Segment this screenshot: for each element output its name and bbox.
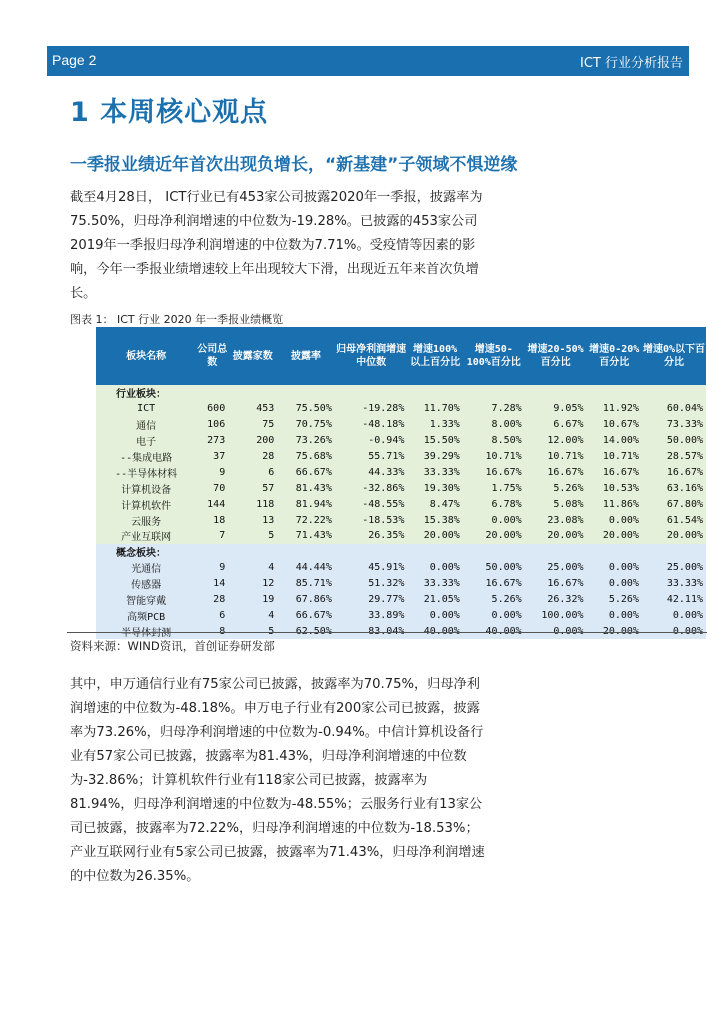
table-bottom-rule (67, 632, 707, 633)
table-cell: 16.67% (587, 464, 642, 480)
table-cell: 12 (228, 576, 277, 592)
sector-name: 计算机设备 (96, 480, 196, 496)
table-cell: 33.33% (642, 576, 706, 592)
table-row (96, 496, 706, 512)
table-cell: 70 (196, 480, 228, 496)
table-cell: 0.00% (587, 512, 642, 528)
table-cell: 29.77% (335, 592, 408, 608)
report-title: ICT 行业分析报告 (580, 56, 683, 71)
table-cell: 0.00% (463, 512, 525, 528)
header-bar (47, 46, 689, 76)
table-cell: -0.94% (335, 433, 408, 449)
table-row (96, 433, 706, 449)
table-cell: 73.26% (277, 433, 335, 449)
table-cell: 7.28% (463, 401, 525, 417)
table-cell: 0.00% (407, 607, 462, 623)
table-row (96, 528, 706, 544)
table-cell: 21.05% (407, 592, 462, 608)
table-cell: 8 (196, 623, 228, 639)
table-cell: -18.53% (335, 512, 408, 528)
table-cell: 75 (228, 417, 277, 433)
table-cell: 8.47% (407, 496, 462, 512)
table-cell: 85.71% (277, 576, 335, 592)
table-cell: 55.71% (335, 449, 408, 465)
sector-name: 云服务 (96, 512, 196, 528)
table-row (96, 480, 706, 496)
table-cell: 10.67% (587, 417, 642, 433)
table-cell: 5 (228, 528, 277, 544)
table-cell: 33.33% (407, 576, 462, 592)
table-cell: 71.43% (277, 528, 335, 544)
table-cell: 600 (196, 401, 228, 417)
table-row (96, 560, 706, 576)
sector-name: 产业互联网 (96, 528, 196, 544)
table-row (96, 512, 706, 528)
sector-name: ICT (96, 401, 196, 417)
table-cell: 4 (228, 607, 277, 623)
table-cell: 45.91% (335, 560, 408, 576)
table-cell: 67.86% (277, 592, 335, 608)
table-cell: 40.00% (407, 623, 462, 639)
table-cell: 0.00% (407, 560, 462, 576)
sector-name: 光通信 (96, 560, 196, 576)
table-row (96, 592, 706, 608)
table-header-row (96, 327, 706, 385)
table-cell: 0.00% (642, 623, 706, 639)
table-cell: 14.00% (587, 433, 642, 449)
table-cell: 118 (228, 496, 277, 512)
table-cell: 8.00% (463, 417, 525, 433)
sector-name: 智能穿戴 (96, 592, 196, 608)
table-cell: 0.00% (525, 623, 587, 639)
column-header: 增速0-20%百分比 (587, 327, 642, 385)
table-cell: 11.92% (587, 401, 642, 417)
section-title: 1 本周核心观点 (70, 97, 269, 128)
table-cell: 39.29% (407, 449, 462, 465)
performance-table (96, 327, 706, 639)
table-cell: -48.55% (335, 496, 408, 512)
table-cell: -32.86% (335, 480, 408, 496)
table-cell: 5.26% (463, 592, 525, 608)
table-cell: 16.67% (525, 464, 587, 480)
section-subtitle: 一季报业绩近年首次出现负增长，“新基建”子领域不惧逆缘 (70, 155, 518, 175)
table-cell: 25.00% (642, 560, 706, 576)
table-cell: 10.71% (587, 449, 642, 465)
table-cell: 144 (196, 496, 228, 512)
table-cell: 33.89% (335, 607, 408, 623)
page-number: Page 2 (52, 52, 97, 68)
table-cell: 81.43% (277, 480, 335, 496)
table-cell: 5.08% (525, 496, 587, 512)
table-cell: -19.28% (335, 401, 408, 417)
table-cell: 6.67% (525, 417, 587, 433)
section-label-row (96, 385, 706, 401)
column-header: 归母净利润增速中位数 (335, 327, 408, 385)
table-cell: 6 (228, 464, 277, 480)
source-note: 资料来源：WIND资讯，首创证券研发部 (70, 639, 275, 653)
table-cell: 26.32% (525, 592, 587, 608)
table-cell: 20.00% (587, 623, 642, 639)
table-row (96, 607, 706, 623)
column-header: 增速100%以上百分比 (407, 327, 462, 385)
table-cell: 100.00% (525, 607, 587, 623)
table-cell: 273 (196, 433, 228, 449)
table-cell: 66.67% (277, 464, 335, 480)
table-cell: 63.16% (642, 480, 706, 496)
table-cell: 11.70% (407, 401, 462, 417)
table-cell: 453 (228, 401, 277, 417)
table-row (96, 576, 706, 592)
table-cell: 72.22% (277, 512, 335, 528)
column-header: 公司总数 (196, 327, 228, 385)
table-cell: 75.68% (277, 449, 335, 465)
table-cell: 23.08% (525, 512, 587, 528)
table-cell: 66.67% (277, 607, 335, 623)
table-cell: 20.00% (463, 528, 525, 544)
column-header: 增速0%以下百分比 (642, 327, 706, 385)
table-cell: 4 (228, 560, 277, 576)
table-cell: 10.71% (463, 449, 525, 465)
column-header: 披露率 (277, 327, 335, 385)
table-cell: 20.00% (587, 528, 642, 544)
figure-caption: 图表 1： ICT 行业 2020 年一季报业绩概览 (70, 313, 284, 326)
table-cell: 44.33% (335, 464, 408, 480)
table-row (96, 417, 706, 433)
table-cell: 10.53% (587, 480, 642, 496)
table-cell: 9 (196, 560, 228, 576)
table-cell: 70.75% (277, 417, 335, 433)
section-label: 概念板块： (96, 544, 706, 560)
sector-name: 通信 (96, 417, 196, 433)
analysis-paragraph: 其中，申万通信行业有75家公司已披露，披露率为70.75%，归母净利润增速的中位数为-48.18%。申万电子行业有200家公司已披露，披露率为73.26%，归母净利润增速的中位数为-0.94%。中信计算机设备行业有57家公司已披露，披露率为81.43%，归母净利润增速的中位数为-32.86%；计算机软件行业有118家公司已披露，披露率为81.94%，归母净利润增速的中位数为-48.55%；云服务行业有13家公司已披露，披露率为72.22%，归母净利润增速的中位数为-18.53%；产业互联网行业有5家公司已披露，披露率为71.43%，归母净利润增速的中位数为26.35%。 (70, 677, 485, 884)
table-cell: 67.80% (642, 496, 706, 512)
industry-section (96, 385, 706, 544)
table-cell: 5 (228, 623, 277, 639)
column-header: 增速20-50%百分比 (525, 327, 587, 385)
table-cell: 51.32% (335, 576, 408, 592)
column-header: 板块名称 (96, 327, 196, 385)
table-row (96, 464, 706, 480)
table-cell: 106 (196, 417, 228, 433)
table-cell: 0.00% (463, 607, 525, 623)
table-cell: 5.26% (587, 592, 642, 608)
concept-section (96, 544, 706, 639)
table-cell: 37 (196, 449, 228, 465)
table-cell: 13 (228, 512, 277, 528)
table-cell: 14 (196, 576, 228, 592)
table-cell: 16.67% (463, 576, 525, 592)
column-header: 增速50-100%百分比 (463, 327, 525, 385)
table-cell: 19.30% (407, 480, 462, 496)
table-cell: 200 (228, 433, 277, 449)
section-label: 行业板块： (96, 385, 706, 401)
table-cell: 20.00% (642, 528, 706, 544)
table-cell: 20.00% (525, 528, 587, 544)
table-cell: 16.67% (525, 576, 587, 592)
sector-name: 半导体封测 (96, 623, 196, 639)
table-cell: 10.71% (525, 449, 587, 465)
table-cell: 40.00% (463, 623, 525, 639)
table-cell: 25.00% (525, 560, 587, 576)
table-cell: 44.44% (277, 560, 335, 576)
table-cell: 1.33% (407, 417, 462, 433)
table-cell: 75.50% (277, 401, 335, 417)
table-cell: 7 (196, 528, 228, 544)
table-cell: 62.50% (277, 623, 335, 639)
intro-paragraph: 截至4月28日， ICT行业已有453家公司披露2020年一季报，披露率为75.50%，归母净利润增速的中位数为-19.28%。已披露的453家公司2019年一季报归母净利润增速的中位数为7.71%。受疫情等因素的影响，今年一季报业绩增速较上年出现较大下滑，出现近五年来首次负增长。 (70, 190, 483, 301)
table-cell: 26.35% (335, 528, 408, 544)
column-header: 披露家数 (228, 327, 277, 385)
table-cell: 60.04% (642, 401, 706, 417)
table-cell: 73.33% (642, 417, 706, 433)
performance-table-wrap (96, 327, 706, 639)
table-cell: 15.38% (407, 512, 462, 528)
table-cell: 11.86% (587, 496, 642, 512)
sector-name: 计算机软件 (96, 496, 196, 512)
table-cell: 6.78% (463, 496, 525, 512)
sector-name: 电子 (96, 433, 196, 449)
table-cell: 12.00% (525, 433, 587, 449)
table-cell: 57 (228, 480, 277, 496)
sector-name: --半导体材料 (96, 464, 196, 480)
table-cell: 1.75% (463, 480, 525, 496)
table-cell: 15.50% (407, 433, 462, 449)
table-cell: 28 (228, 449, 277, 465)
table-cell: 83.04% (335, 623, 408, 639)
section-label-row (96, 544, 706, 560)
table-row (96, 449, 706, 465)
table-cell: 61.54% (642, 512, 706, 528)
table-cell: 50.00% (463, 560, 525, 576)
table-cell: 16.67% (463, 464, 525, 480)
table-cell: 16.67% (642, 464, 706, 480)
table-cell: 28 (196, 592, 228, 608)
table-cell: 81.94% (277, 496, 335, 512)
table-cell: 50.00% (642, 433, 706, 449)
table-cell: 9 (196, 464, 228, 480)
table-cell: 0.00% (587, 576, 642, 592)
sector-name: 传感器 (96, 576, 196, 592)
table-cell: 28.57% (642, 449, 706, 465)
table-cell: 0.00% (587, 607, 642, 623)
table-cell: 18 (196, 512, 228, 528)
table-cell: 0.00% (587, 560, 642, 576)
table-cell: 42.11% (642, 592, 706, 608)
table-cell: 33.33% (407, 464, 462, 480)
table-cell: 19 (228, 592, 277, 608)
sector-name: --集成电路 (96, 449, 196, 465)
table-cell: 6 (196, 607, 228, 623)
table-cell: 8.50% (463, 433, 525, 449)
table-row (96, 401, 706, 417)
table-cell: 20.00% (407, 528, 462, 544)
table-cell: 5.26% (525, 480, 587, 496)
table-cell: 0.00% (642, 607, 706, 623)
sector-name: 高频PCB (96, 607, 196, 623)
table-cell: 9.05% (525, 401, 587, 417)
table-cell: -48.18% (335, 417, 408, 433)
